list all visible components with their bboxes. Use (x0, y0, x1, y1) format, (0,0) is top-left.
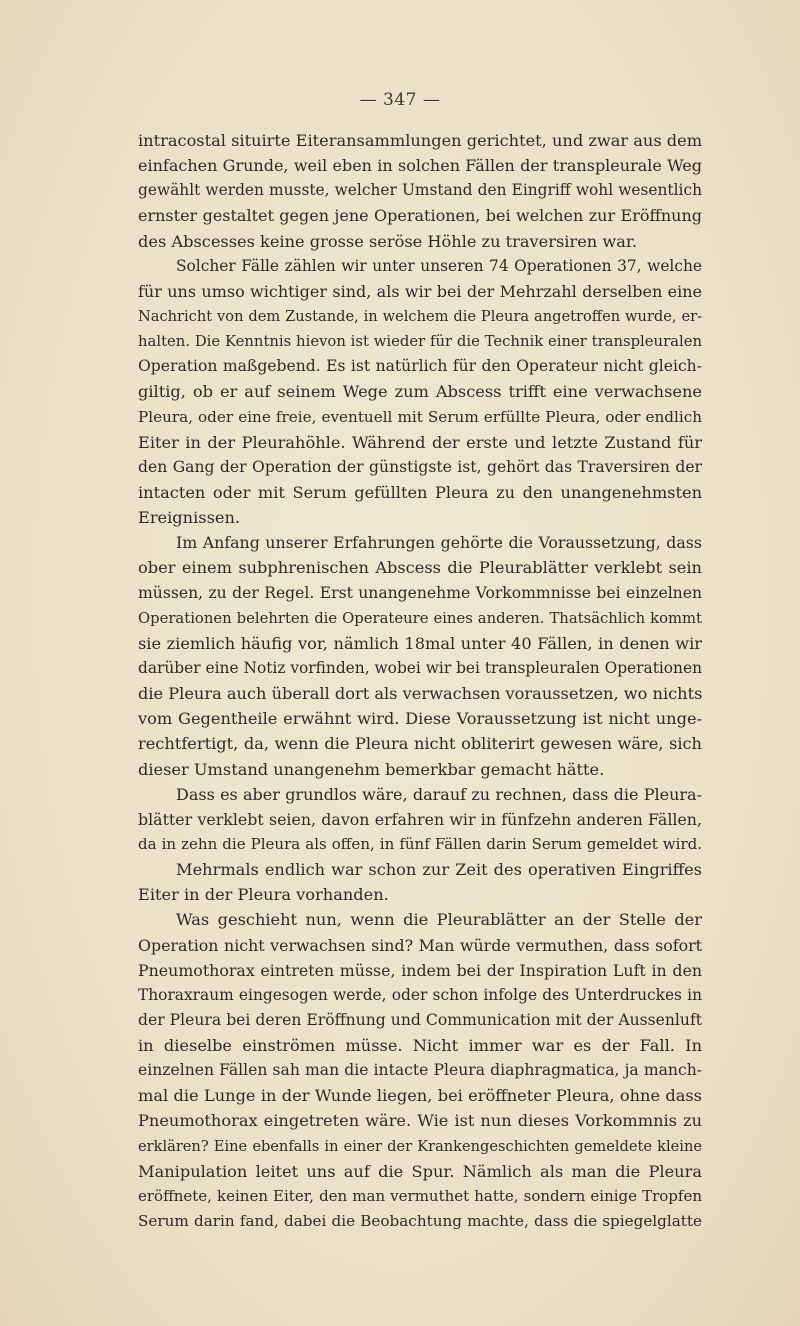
text-line: blätter verklebt seien, davon erfahren wir in fünfzehn anderen Fällen, (138, 809, 702, 829)
text-line: ernster gestaltet gegen jene Operationen, bei welchen zur Eröffnung (138, 206, 702, 226)
text-line: vom Gegentheile erwähnt wird. Diese Voraussetzung ist nicht unge- (138, 709, 702, 729)
text-line: Eiter in der Pleura vorhanden. (138, 885, 389, 905)
text-line: in dieselbe einströmen müsse. Nicht immer war es der Fall. In (138, 1036, 702, 1056)
text-line: einzelnen Fällen sah man die intacte Pleura diaphragmatica, ja manch- (138, 1061, 702, 1080)
page-number: — 347 — (359, 90, 441, 110)
text-line: Serum darin fand, dabei die Beobachtung machte, dass die spiegelglatte (138, 1212, 702, 1231)
text-line: Solcher Fälle zählen wir unter unseren 74 Operationen 37, welche (176, 256, 702, 275)
text-line: Eiter in der Pleurahöhle. Während der erste und letzte Zustand für (138, 432, 702, 452)
text-line: ober einem subphrenischen Abscess die Pleurablätter verklebt sein (138, 558, 702, 578)
text-line: Operationen belehrten die Operateure eines anderen. Thatsächlich kommt (138, 609, 702, 627)
body-text (138, 128, 702, 1234)
text-line: da in zehn die Pleura als offen, in fünf Fällen darin Serum gemeldet wird. (138, 834, 702, 853)
text-line: den Gang der Operation der günstigste ist, gehört das Traversiren der (138, 457, 702, 476)
text-line: müssen, zu der Regel. Erst unangenehme Vorkommnisse bei einzelnen (138, 583, 702, 602)
text-line: eröffnete, keinen Eiter, den man vermuthet hatte, sondern einige Tropfen (138, 1186, 702, 1205)
text-line: Pneumothorax eintreten müsse, indem bei der Inspiration Luft in den (138, 960, 702, 980)
text-line: giltig, ob er auf seinem Wege zum Abscess trifft eine verwachsene (138, 382, 702, 402)
text-line: Ereignissen. (138, 508, 241, 528)
text-line: halten. Die Kenntnis hievon ist wieder für die Technik einer transpleuralen (138, 333, 702, 351)
text-line: für uns umso wichtiger sind, als wir bei der Mehrzahl derselben eine (138, 281, 702, 301)
text-line: der Pleura bei deren Eröffnung und Communication mit der Aussenluft (138, 1010, 702, 1029)
text-line: darüber eine Notiz vorfinden, wobei wir bei transpleuralen Operationen (138, 658, 702, 677)
text-line: dieser Umstand unangenehm bemerkbar gemacht hätte. (138, 759, 605, 779)
text-line: des Abscesses keine grosse seröse Höhle zu traversiren war. (138, 231, 637, 251)
text-line: Im Anfang unserer Erfahrungen gehörte die Voraussetzung, dass (176, 533, 702, 553)
text-line: Operation nicht verwachsen sind? Man würde vermuthen, dass sofort (138, 935, 702, 955)
text-line: Was geschieht nun, wenn die Pleurablätter an der Stelle der (176, 910, 702, 930)
text-line: Pneumothorax eingetreten wäre. Wie ist nun dieses Vorkommnis zu (138, 1111, 702, 1131)
text-line: gewählt werden musste, welcher Umstand den Eingriff wohl wesentlich (138, 181, 702, 200)
text-line: die Pleura auch überall dort als verwachsen voraussetzen, wo nichts (138, 684, 702, 704)
text-line: Mehrmals endlich war schon zur Zeit des operativen Eingriffes (176, 860, 702, 880)
text-line: Dass es aber grundlos wäre, darauf zu rechnen, dass die Pleura- (176, 784, 702, 804)
text-line: intracostal situirte Eiteransammlungen gerichtet, und zwar aus dem (138, 131, 702, 150)
text-line: intacten oder mit Serum gefüllten Pleura zu den unangenehmsten (138, 482, 702, 502)
text-line: erklären? Eine ebenfalls in einer der Krankengeschichten gemeldete kleine (138, 1137, 702, 1155)
text-line: Nachricht von dem Zustande, in welchem die Pleura angetroffen wurde, er- (138, 307, 702, 325)
text-line: einfachen Grunde, weil eben in solchen Fällen der transpleurale Weg (138, 156, 702, 176)
text-line: Operation maßgebend. Es ist natürlich für den Operateur nicht gleich- (138, 357, 702, 376)
text-line: rechtfertigt, da, wenn die Pleura nicht obliterirt gewesen wäre, sich (138, 734, 702, 754)
text-line: Thoraxraum eingesogen werde, oder schon infolge des Unterdruckes in (138, 985, 702, 1004)
text-line: mal die Lunge in der Wunde liegen, bei eröffneter Pleura, ohne dass (138, 1086, 702, 1106)
text-line: sie ziemlich häufig vor, nämlich 18mal unter 40 Fällen, in denen wir (138, 633, 702, 653)
text-line: Manipulation leitet uns auf die Spur. Nämlich als man die Pleura (138, 1161, 702, 1181)
text-line: Pleura, oder eine freie, eventuell mit Serum erfüllte Pleura, oder endlich (138, 407, 702, 426)
